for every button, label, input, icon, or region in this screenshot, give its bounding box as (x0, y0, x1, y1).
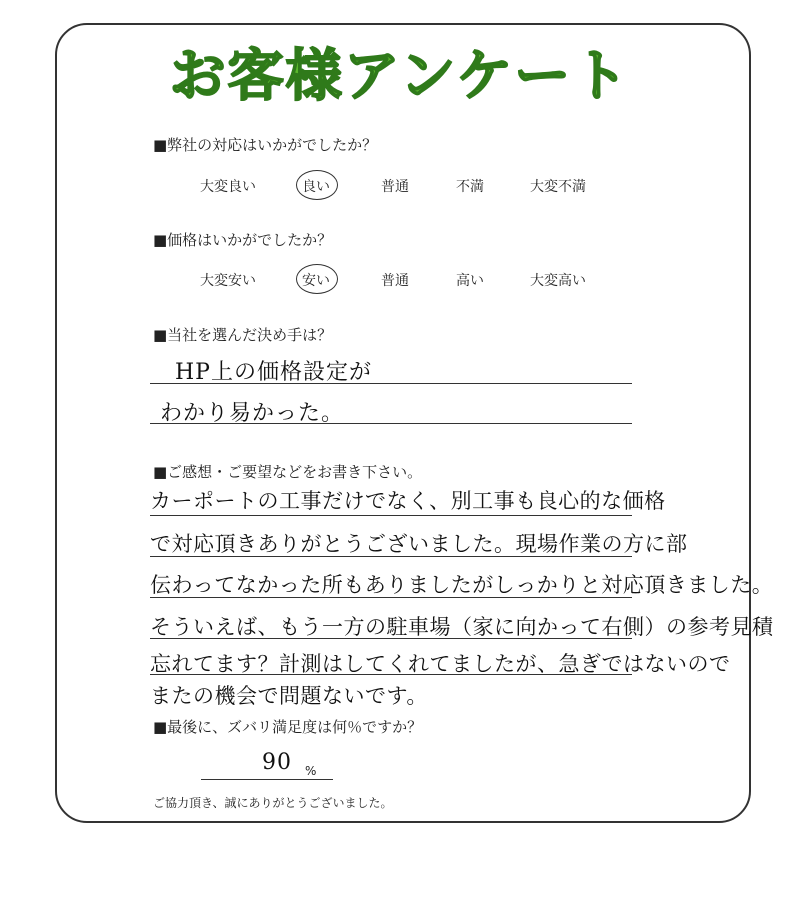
reason-answer-line-2: わかり易かった。 (160, 401, 345, 426)
answer-rule (150, 383, 632, 384)
option-service-very-good: 大変良い (200, 179, 256, 195)
option-service-good: 良い (302, 179, 330, 195)
survey-title: お客様アンケート (169, 44, 631, 109)
option-price-expensive: 高い (456, 273, 484, 289)
comment-line-6: またの機会で問題ないです。 (150, 684, 428, 708)
comment-line-2: で対応頂きありがとうございました。現場作業の方に部 (150, 532, 688, 556)
selected-circle-price (296, 264, 338, 294)
question-price: ■価格はいかがでしたか？ (153, 231, 333, 249)
answer-rule (150, 556, 632, 557)
question-reason: ■当社を選んだ決め手は？ (153, 326, 333, 344)
satisfaction-answer: 90 (262, 750, 292, 775)
selected-circle-service (296, 170, 338, 200)
option-service-normal: 普通 (381, 179, 409, 195)
answer-rule (150, 674, 632, 675)
option-service-dissatisfied: 不満 (456, 179, 484, 195)
percent-unit: % (305, 764, 317, 778)
answer-rule (150, 597, 632, 598)
question-comments: ■ご感想・ご要望などをお書き下さい。 (153, 463, 423, 481)
comment-line-3: 伝わってなかった所もありましたがしっかりと対応頂きました。 (150, 573, 774, 597)
option-price-cheap: 安い (302, 273, 330, 289)
question-satisfaction: ■最後に、ズバリ満足度は何％ですか？ (153, 718, 423, 736)
comment-line-1: カーポートの工事だけでなく、別工事も良心的な価格 (150, 489, 666, 513)
answer-rule (150, 423, 632, 424)
option-price-very-expensive: 大変高い (530, 273, 586, 289)
answer-rule (150, 638, 632, 639)
option-service-very-dissatisfied: 大変不満 (530, 179, 586, 195)
comment-line-4: そういえば、もう一方の駐車場（家に向かって右側）の参考見積 (150, 615, 774, 639)
comment-line-5: 忘れてます？計測はしてくれてましたが、急ぎではないので (150, 652, 731, 676)
answer-rule (150, 515, 632, 516)
option-price-normal: 普通 (381, 273, 409, 289)
footer-thanks: ご協力頂き、誠にありがとうございました。 (153, 796, 393, 810)
option-price-very-cheap: 大変安い (200, 273, 256, 289)
answer-rule (201, 779, 333, 780)
question-service: ■弊社の対応はいかがでしたか？ (153, 136, 378, 154)
reason-answer-line-1: HP上の価格設定が (175, 360, 372, 385)
